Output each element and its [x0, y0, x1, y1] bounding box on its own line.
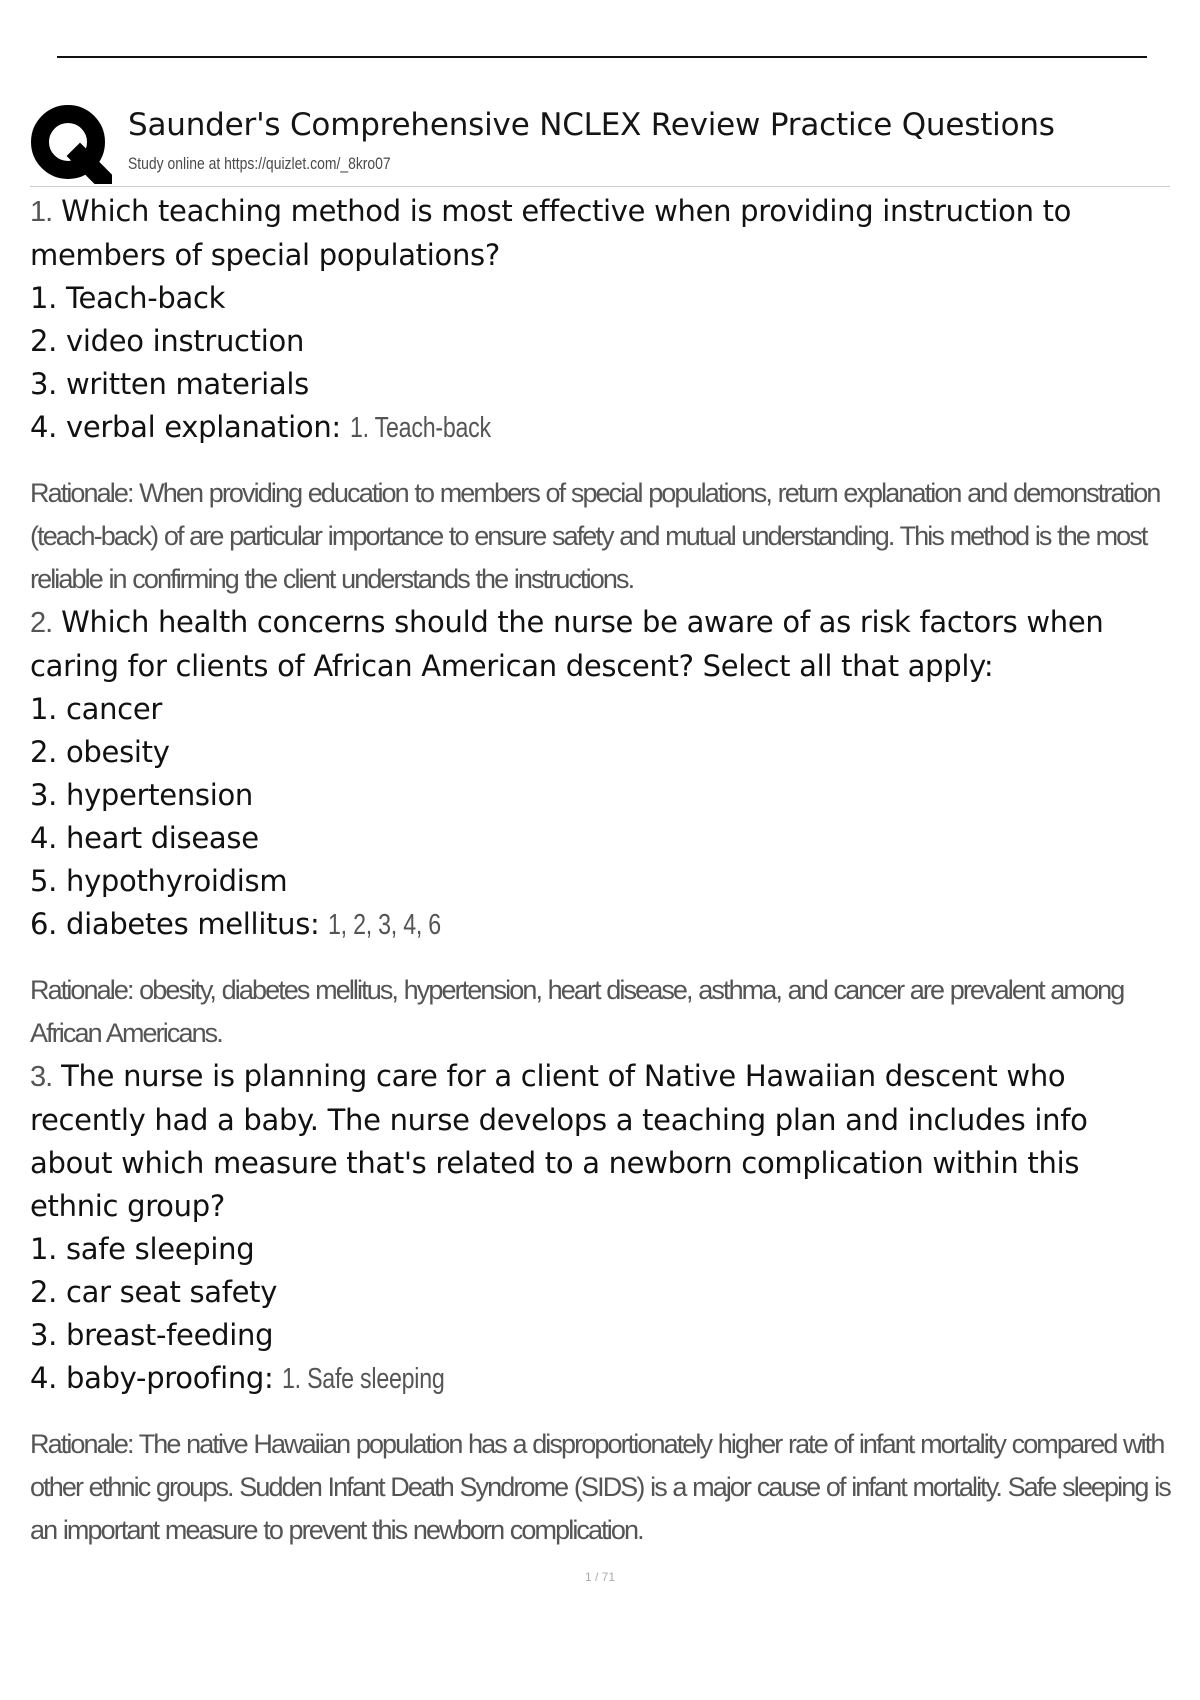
question-prompt: Which teaching method is most effective when providing instruction to members of special populations? — [30, 194, 1072, 272]
question-text — [30, 1055, 1175, 1228]
option: 2. obesity — [30, 735, 170, 769]
option: 6. diabetes mellitus: — [30, 907, 320, 941]
option-list — [30, 1228, 1175, 1401]
option: 4. heart disease — [30, 821, 259, 855]
question-1 — [30, 190, 1175, 601]
question-number: 3. — [30, 1061, 53, 1093]
rationale: Rationale: The native Hawaiian population has a disproportionately higher rate of infant mortality compared with other ethnic groups. Sudden Infant Death Syndrome (SIDS) is a major cause of infant mortality. Safe sleeping is an important measure to prevent this newborn complication. — [30, 1429, 1170, 1545]
option: 1. cancer — [30, 692, 162, 726]
quizlet-logo-icon — [30, 104, 112, 184]
option: 4. baby-proofing: — [30, 1361, 274, 1395]
question-number: 1. — [30, 196, 53, 228]
page-number: 1 / 71 — [584, 1570, 616, 1584]
study-online-link[interactable]: Study online at https://quizlet.com/_8kro07 — [128, 154, 391, 173]
option: 4. verbal explanation: — [30, 410, 341, 444]
page-title: Saunder's Comprehensive NCLEX Review Practice Questions — [128, 107, 1055, 143]
option-last — [30, 1357, 1175, 1401]
option: 3. breast-feeding — [30, 1318, 274, 1352]
option-list — [30, 688, 1175, 947]
option-last — [30, 406, 1175, 450]
header-divider — [30, 186, 1170, 187]
rationale: Rationale: When providing education to members of special populations, return explanation and demonstration (teach-back) of are particular importance to ensure safety and mutual understanding. This method is the most reliable in confirming the client understands the instructions. — [30, 478, 1160, 594]
question-number: 2. — [30, 607, 53, 639]
option: 1. safe sleeping — [30, 1232, 255, 1266]
option: 2. car seat safety — [30, 1275, 278, 1309]
question-prompt: The nurse is planning care for a client of Native Hawaiian descent who recently had a baby. The nurse develops a teaching plan and includes info about which measure that's related to a newborn complication within this ethnic group? — [30, 1059, 1088, 1223]
rationale: Rationale: obesity, diabetes mellitus, hypertension, heart disease, asthma, and cancer are prevalent among African Americans. — [30, 975, 1124, 1048]
option: 2. video instruction — [30, 324, 305, 358]
answer: 1. Safe sleeping — [282, 1363, 445, 1395]
option-list — [30, 277, 1175, 450]
top-rule — [57, 56, 1147, 58]
option: 5. hypothyroidism — [30, 864, 288, 898]
question-prompt: Which health concerns should the nurse be aware of as risk factors when caring for clients of African American descent? Select all that apply: — [30, 605, 1104, 683]
option: 3. hypertension — [30, 778, 253, 812]
question-text — [30, 190, 1175, 277]
question-text — [30, 601, 1175, 688]
header — [30, 104, 1170, 186]
question-3 — [30, 1055, 1175, 1552]
option-last — [30, 903, 1175, 947]
option: 3. written materials — [30, 367, 309, 401]
question-list — [30, 190, 1175, 1552]
question-2 — [30, 601, 1175, 1055]
option: 1. Teach-back — [30, 281, 226, 315]
answer: 1. Teach-back — [349, 412, 491, 444]
answer: 1, 2, 3, 4, 6 — [328, 909, 442, 941]
